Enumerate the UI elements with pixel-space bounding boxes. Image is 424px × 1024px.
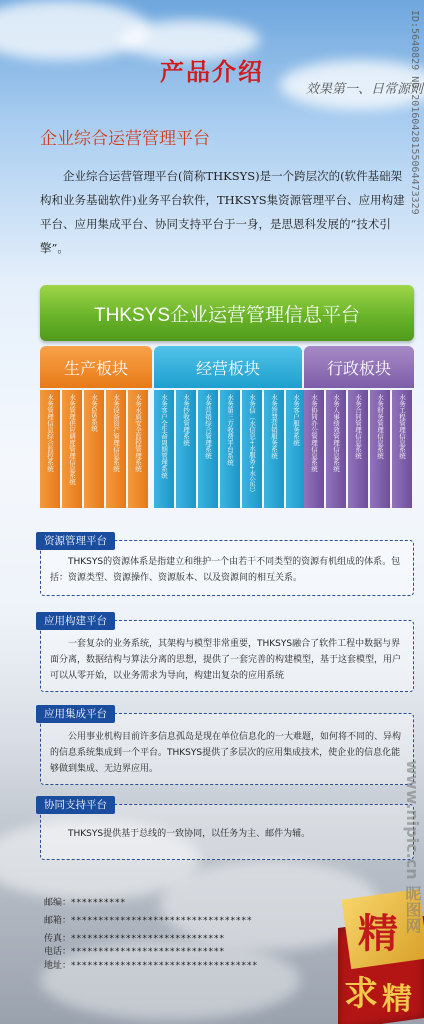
- contact-fax: [44, 931, 225, 944]
- contact-value: *********************************: [71, 916, 253, 926]
- system-item: 水务人事绩效管理信息系统: [326, 390, 346, 508]
- block-production-header: 生产板块: [40, 346, 152, 388]
- system-item: 水务工程管理信息系统: [392, 390, 412, 508]
- system-item: 水务智慧营销服务系统: [264, 390, 284, 508]
- contact-address: [44, 958, 258, 971]
- system-item: 水务管理信息综合监控系统: [40, 390, 60, 508]
- panel-text: 公用事业机构目前许多信息孤岛是现在单位信息化的一大难题，如何将不同的、异构的信息系统集成到一个平台。THKSYS提供了多层次的应用集成技术，使企业的信息化能够做到集成、无边界应用。: [50, 732, 402, 774]
- system-item: 水务信（水信息+水服务+水公告）: [242, 390, 262, 508]
- contact-label: 地址：: [44, 961, 72, 971]
- block-admin-header: 行政板块: [304, 346, 414, 388]
- contact-label: 邮编：: [44, 898, 72, 908]
- watermark-bottom: www.nipic.cn 昵图网: [403, 760, 422, 934]
- panel-tag: 应用构建平台: [36, 612, 115, 630]
- panel-text: THKSYS的资源体系是指建立和维护一个由若干不同类型的资源有机组成的体系。包括：资源类型、资源操作、资源版本、以及资源间的相互关系。: [50, 557, 401, 583]
- system-item: 水务合同管理信息系统: [348, 390, 368, 508]
- intro-paragraph: 企业综合运营管理平台(简称THKSYS)是一个跨层次的(软件基础架构和业务基础软件)业务平台软件，THKSYS集资源管理平台、应用构建平台、应用集成平台、协同支持平台于一身，是思恩科发展的“技术引擎”。: [40, 169, 405, 255]
- system-item: 水务水质安全监控管理系统: [128, 390, 148, 508]
- system-item: 水务GIS系统: [84, 390, 104, 508]
- watermark-top: 效果第一、日常源则: [306, 82, 424, 97]
- panel-text: THKSYS提供基于总线的一致协同，以任务为主、邮件为辅。: [68, 829, 311, 839]
- system-item: 水务协同办公管理信息系统: [304, 390, 324, 508]
- system-item: 水务抄收管理系统: [176, 390, 196, 508]
- system-item: 水务管理供应调度管理信息系统: [62, 390, 82, 508]
- panel-tag: 应用集成平台: [36, 705, 115, 723]
- system-item: 水务第三方收费平台系统: [220, 390, 240, 508]
- contact-value: **********************************: [71, 961, 259, 971]
- system-item: 水务设备资产管理信息系统: [106, 390, 126, 508]
- system-item: 水务财务管理信息系统: [370, 390, 390, 508]
- panel-text: 一套复杂的业务系统，其架构与模型非常重要，THKSYS融合了软件工程中数据与界面分离，数据结构与算法分离的思想，提供了一套完善的构建模型，基于这套模型，用户可以从零开始，以业务需求为导向，构建出复杂的应用系统: [50, 639, 402, 681]
- contact-value: ****************************: [71, 947, 226, 957]
- badge-char: 求: [344, 974, 378, 1014]
- section-heading: 企业综合运营管理平台: [40, 129, 210, 149]
- watermark-side: ID:5640829 NO:20160428155064473329: [409, 10, 420, 215]
- contact-label: 电话：: [44, 947, 72, 957]
- system-item: 水务营销综合管理系统: [198, 390, 218, 508]
- badge-char: 精: [382, 982, 412, 1017]
- contact-email: [44, 913, 253, 926]
- contact-phone: [44, 944, 225, 957]
- platform-title-bar: THKSYS企业运营管理信息平台: [40, 285, 414, 341]
- contact-value: ****************************: [71, 934, 226, 944]
- system-item: 水务客户全生命周期管理系统: [154, 390, 174, 508]
- block-admin-items: [304, 390, 412, 508]
- block-operations-items: [154, 390, 306, 508]
- page-title: 产品介绍: [160, 57, 264, 86]
- contact-label: 邮箱：: [44, 916, 72, 926]
- contact-label: 传真：: [44, 934, 72, 944]
- panel-tag: 协同支持平台: [36, 796, 115, 814]
- contact-value: **********: [71, 898, 127, 908]
- system-item: 水务客户服务系统: [286, 390, 306, 508]
- block-production-items: [40, 390, 148, 508]
- contact-postcode: [44, 895, 126, 908]
- badge-char: 精: [358, 910, 398, 957]
- block-operations-header: 经营板块: [154, 346, 302, 388]
- panel-tag: 资源管理平台: [36, 532, 115, 550]
